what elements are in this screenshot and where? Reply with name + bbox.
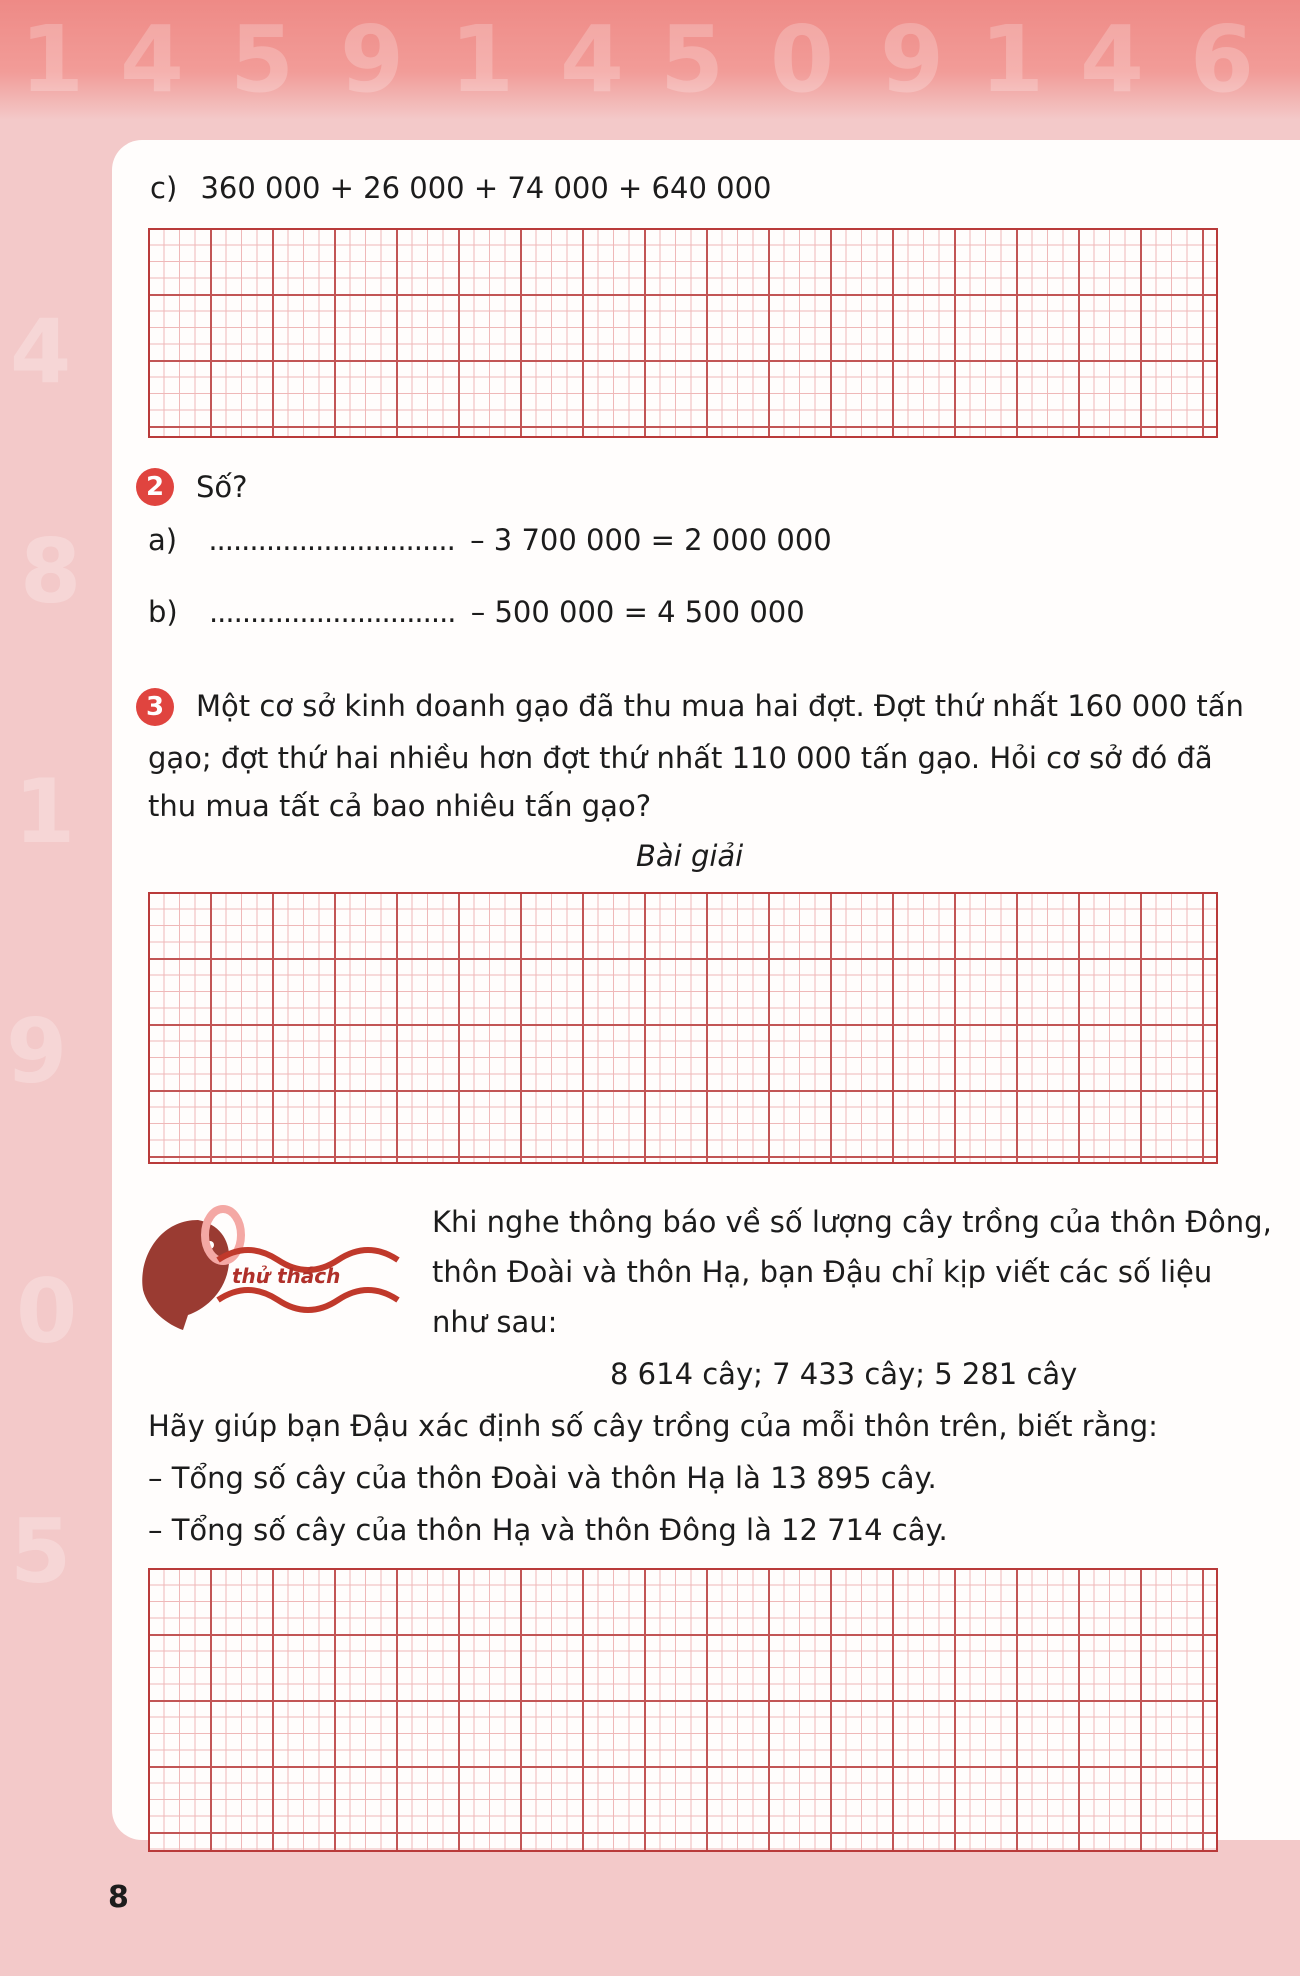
decor-digit: 9 xyxy=(880,6,945,113)
challenge-line-1: Khi nghe thông báo về số lượng cây trồng của thôn Đông, xyxy=(432,1205,1272,1239)
decor-digit: 4 xyxy=(120,6,185,113)
challenge-numbers: 8 614 cây; 7 433 cây; 5 281 cây xyxy=(610,1357,1078,1391)
decor-digit: 1 xyxy=(980,6,1045,113)
decor-digit: 9 xyxy=(6,1000,68,1103)
exercise-2a xyxy=(148,520,832,560)
exercise-2a-expression: – 3 700 000 = 2 000 000 xyxy=(470,523,832,557)
exercise-2-title: Số? xyxy=(196,470,248,504)
answer-grid-3[interactable] xyxy=(148,892,1218,1164)
exercise-2b-expression: – 500 000 = 4 500 000 xyxy=(470,595,805,629)
exercise-1c-label: c) xyxy=(150,171,178,205)
answer-grid-challenge[interactable] xyxy=(148,1568,1218,1852)
page-number: 8 xyxy=(108,1880,129,1915)
decor-digit: 1 xyxy=(14,760,76,863)
challenge-line-2: thôn Đoài và thôn Hạ, bạn Đậu chỉ kịp viết các số liệu xyxy=(432,1255,1213,1289)
exercise-2-number-badge: 2 xyxy=(136,468,174,506)
decor-digit: 0 xyxy=(770,6,835,113)
challenge-badge-label: thử thách xyxy=(232,1264,341,1288)
exercise-1c-expression: 360 000 + 26 000 + 74 000 + 640 000 xyxy=(200,171,772,205)
dolphin-body xyxy=(142,1220,229,1330)
decor-digit: 1 xyxy=(450,6,515,113)
decor-digit: 4 xyxy=(1080,6,1145,113)
exercise-2b-blank[interactable]: .............................. xyxy=(208,595,456,629)
solution-heading: Bài giải xyxy=(636,839,744,873)
exercise-3-line-2: gạo; đợt thứ hai nhiều hơn đợt thứ nhất 110 000 tấn gạo. Hỏi cơ sở đó đã xyxy=(148,741,1213,775)
challenge-question: Hãy giúp bạn Đậu xác định số cây trồng của mỗi thôn trên, biết rằng: xyxy=(148,1409,1158,1443)
exercise-2b-label: b) xyxy=(148,595,178,629)
decor-digit: 4 xyxy=(560,6,625,113)
challenge-condition-1: – Tổng số cây của thôn Đoài và thôn Hạ là 13 895 cây. xyxy=(148,1461,937,1495)
decor-digit: 4 xyxy=(10,300,72,403)
exercise-1c xyxy=(150,168,771,208)
decor-digit: 1 xyxy=(20,6,85,113)
exercise-3-number-badge: 3 xyxy=(136,688,174,726)
exercise-3-line-3: thu mua tất cả bao nhiêu tấn gạo? xyxy=(148,789,652,823)
decor-digit: 8 xyxy=(20,520,82,623)
exercise-2a-blank[interactable]: .............................. xyxy=(208,523,455,557)
exercise-2a-label: a) xyxy=(148,523,178,557)
decor-digit: 5 xyxy=(660,6,725,113)
challenge-line-3: như sau: xyxy=(432,1305,558,1339)
decor-digit: 5 xyxy=(230,6,295,113)
decor-digit: 6 xyxy=(1190,6,1255,113)
exercise-2b xyxy=(148,592,805,632)
decor-digit: 9 xyxy=(340,6,405,113)
top-decorative-band xyxy=(0,0,1300,120)
exercise-3-line-1: Một cơ sở kinh doanh gạo đã thu mua hai đợt. Đợt thứ nhất 160 000 tấn xyxy=(196,689,1244,723)
answer-grid-1c[interactable] xyxy=(148,228,1218,438)
challenge-condition-2: – Tổng số cây của thôn Hạ và thôn Đông là 12 714 cây. xyxy=(148,1513,948,1547)
decor-digit: 5 xyxy=(10,1500,72,1603)
decor-digit: 0 xyxy=(16,1260,78,1363)
